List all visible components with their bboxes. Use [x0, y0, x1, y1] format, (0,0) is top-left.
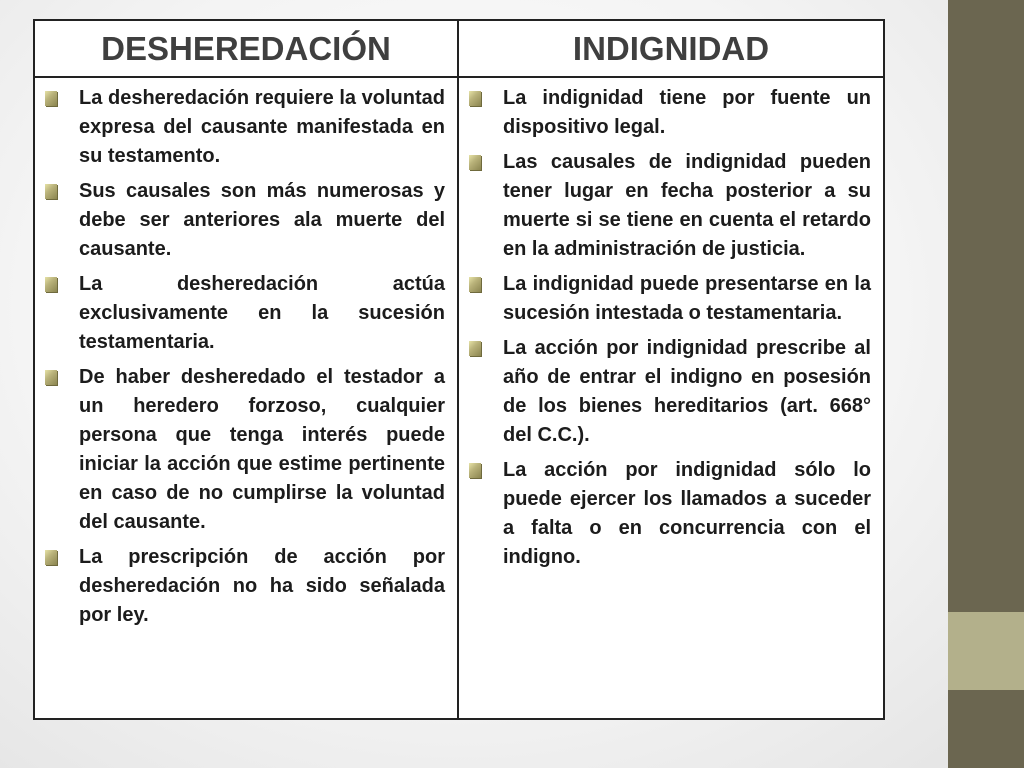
bullet-item: [469, 84, 871, 142]
bullet-item: [469, 334, 871, 450]
square-bullet-icon: [45, 550, 57, 565]
bullet-text: La indignidad tiene por fuente un dispositivo legal.: [503, 87, 871, 138]
bullet-list-desheredacion: [45, 84, 445, 630]
column-header-indignidad: INDIGNIDAD: [459, 21, 883, 78]
square-bullet-icon: [45, 277, 57, 292]
square-bullet-icon: [469, 91, 481, 106]
bullet-text: La prescripción de acción por desheredación no ha sido señalada por ley.: [79, 546, 445, 626]
column-body-indignidad: [459, 78, 883, 718]
bullet-item: [469, 148, 871, 264]
square-bullet-icon: [45, 370, 57, 385]
bullet-text: La acción por indignidad prescribe al año de entrar el indigno en posesión de los bienes hereditarios (art. 668° del C.C.).: [503, 337, 871, 446]
bullet-text: Sus causales son más numerosas y debe ser anteriores ala muerte del causante.: [79, 180, 445, 260]
comparison-table: [33, 19, 885, 720]
bullet-item: [45, 177, 445, 264]
bullet-text: Las causales de indignidad pueden tener lugar en fecha posterior a su muerte si se tiene en cuenta el retardo en la administración de justicia.: [503, 151, 871, 260]
bullet-item: [45, 543, 445, 630]
bullet-text: La desheredación actúa exclusivamente en la sucesión testamentaria.: [79, 273, 445, 353]
bullet-item: [469, 270, 871, 328]
bullet-list-indignidad: [469, 84, 871, 572]
bullet-text: La indignidad puede presentarse en la sucesión intestada o testamentaria.: [503, 273, 871, 324]
bullet-text: De haber desheredado el testador a un heredero forzoso, cualquier persona que tenga interés puede iniciar la acción que estime pertinente en caso de no cumplirse la voluntad del causante.: [79, 366, 445, 533]
square-bullet-icon: [469, 155, 481, 170]
square-bullet-icon: [45, 91, 57, 106]
square-bullet-icon: [469, 463, 481, 478]
column-body-desheredacion: [35, 78, 459, 718]
square-bullet-icon: [45, 184, 57, 199]
bullet-item: [45, 84, 445, 171]
square-bullet-icon: [469, 277, 481, 292]
square-bullet-icon: [469, 341, 481, 356]
decorative-side-bar-accent: [948, 612, 1024, 690]
bullet-item: [45, 363, 445, 537]
bullet-text: La acción por indignidad sólo lo puede ejercer los llamados a suceder a falta o en concurrencia con el indigno.: [503, 459, 871, 568]
bullet-text: La desheredación requiere la voluntad expresa del causante manifestada en su testamento.: [79, 87, 445, 167]
column-header-desheredacion: DESHEREDACIÓN: [35, 21, 459, 78]
bullet-item: [469, 456, 871, 572]
bullet-item: [45, 270, 445, 357]
